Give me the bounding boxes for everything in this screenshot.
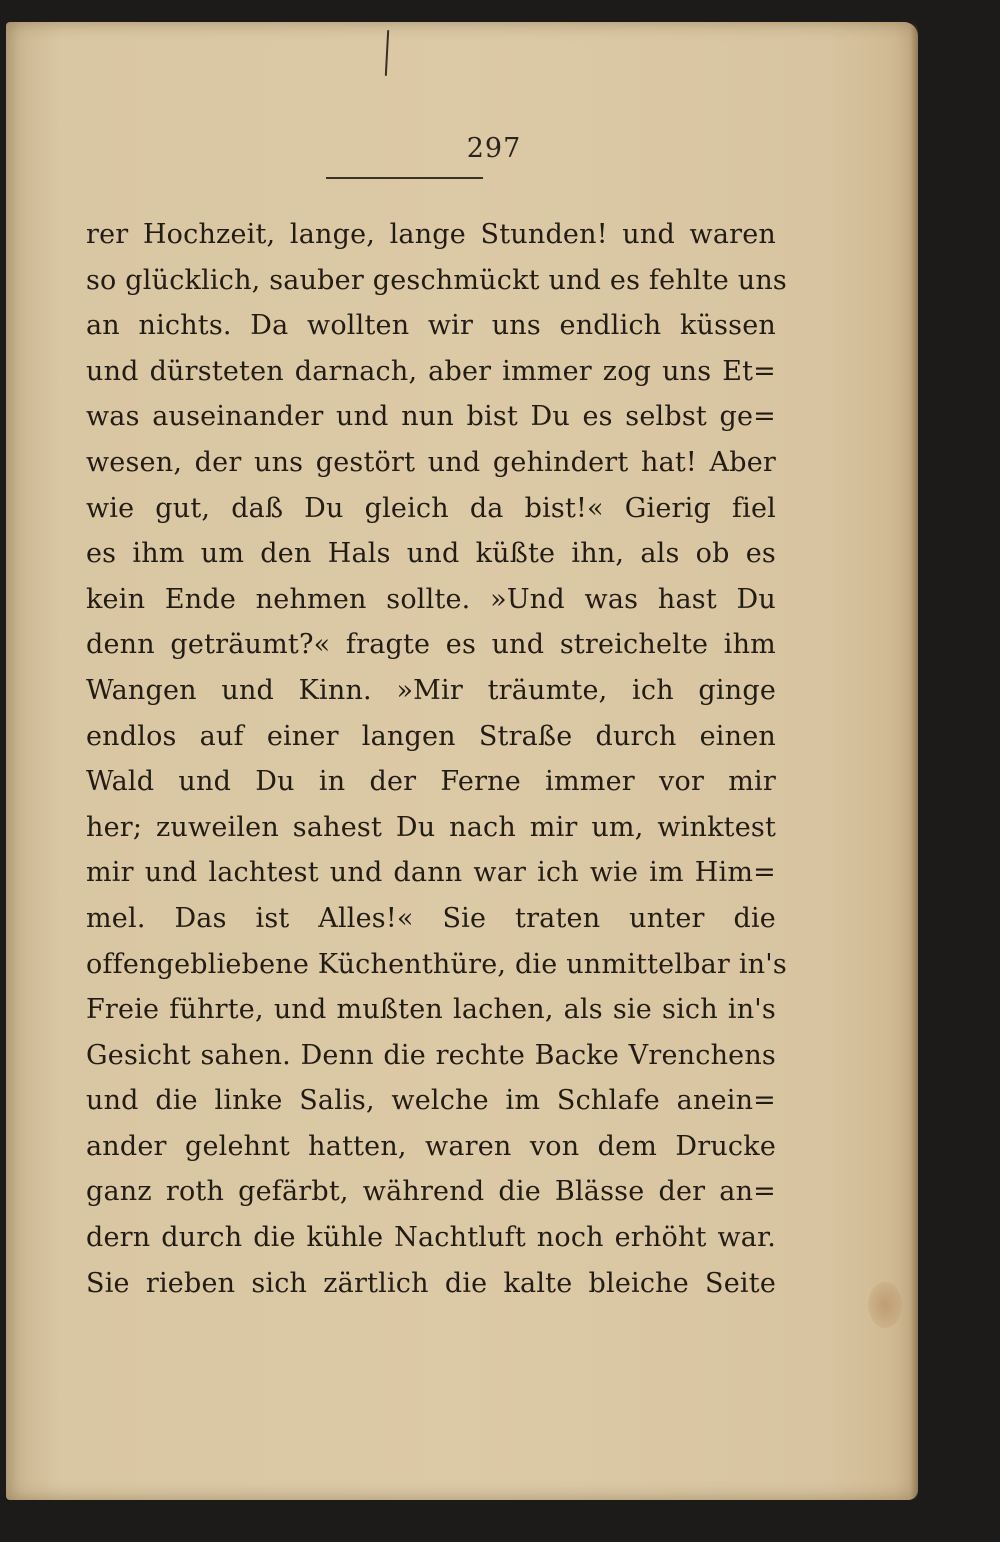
text-line: kein Ende nehmen sollte. »Und was hast Du [86,583,776,615]
page-edge-shadow [910,22,918,1500]
text-line: her; zuweilen sahest Du nach mir um, winktest [86,811,776,843]
text-line: ganz roth gefärbt, während die Blässe der an= [86,1176,776,1208]
text-line: wesen, der uns gestört und gehindert hat! Aber [86,446,776,478]
text-line: Wangen und Kinn. »Mir träumte, ich ginge [86,674,776,706]
text-line: Wald und Du in der Ferne immer vor mir [86,766,776,798]
text-line: und die linke Salis, welche im Schlafe anein= [86,1085,776,1117]
text-line: an nichts. Da wollten wir uns endlich küssen [86,310,776,342]
text-line: endlos auf einer langen Straße durch einen [86,720,776,752]
text-line: was auseinander und nun bist Du es selbst ge= [86,401,776,433]
text-line: Freie führte, und mußten lachen, als sie sich in's [86,994,776,1026]
text-line: ander gelehnt hatten, waren von dem Drucke [86,1130,776,1162]
text-line: rer Hochzeit, lange, lange Stunden! und waren [86,219,776,250]
text-line: offengebliebene Küchenthüre, die unmittelbar in's [86,948,787,980]
body-text [86,212,787,1306]
text-line: es ihm um den Hals und küßte ihn, als ob es [86,538,776,570]
page-number: 297 [466,133,522,164]
text-line: und dürsteten darnach, aber immer zog uns Et= [86,355,776,387]
text-line: Gesicht sahen. Denn die rechte Backe Vrenchens [86,1039,776,1071]
text-line: mir und lachtest und dann war ich wie im Him= [86,857,776,889]
text-line: mel. Das ist Alles!« Sie traten unter die [86,902,776,934]
text-line: so glücklich, sauber geschmückt und es fehlte uns [86,264,787,296]
text-line: denn geträumt?« fragte es und streichelte ihm [86,629,776,661]
header-rule [326,177,483,179]
paper-stain [868,1282,902,1328]
text-line: Sie rieben sich zärtlich die kalte bleiche Seite [86,1267,776,1299]
text-line: wie gut, daß Du gleich da bist!« Gierig fiel [86,492,776,524]
text-line: dern durch die kühle Nachtluft noch erhöht war. [86,1222,776,1254]
